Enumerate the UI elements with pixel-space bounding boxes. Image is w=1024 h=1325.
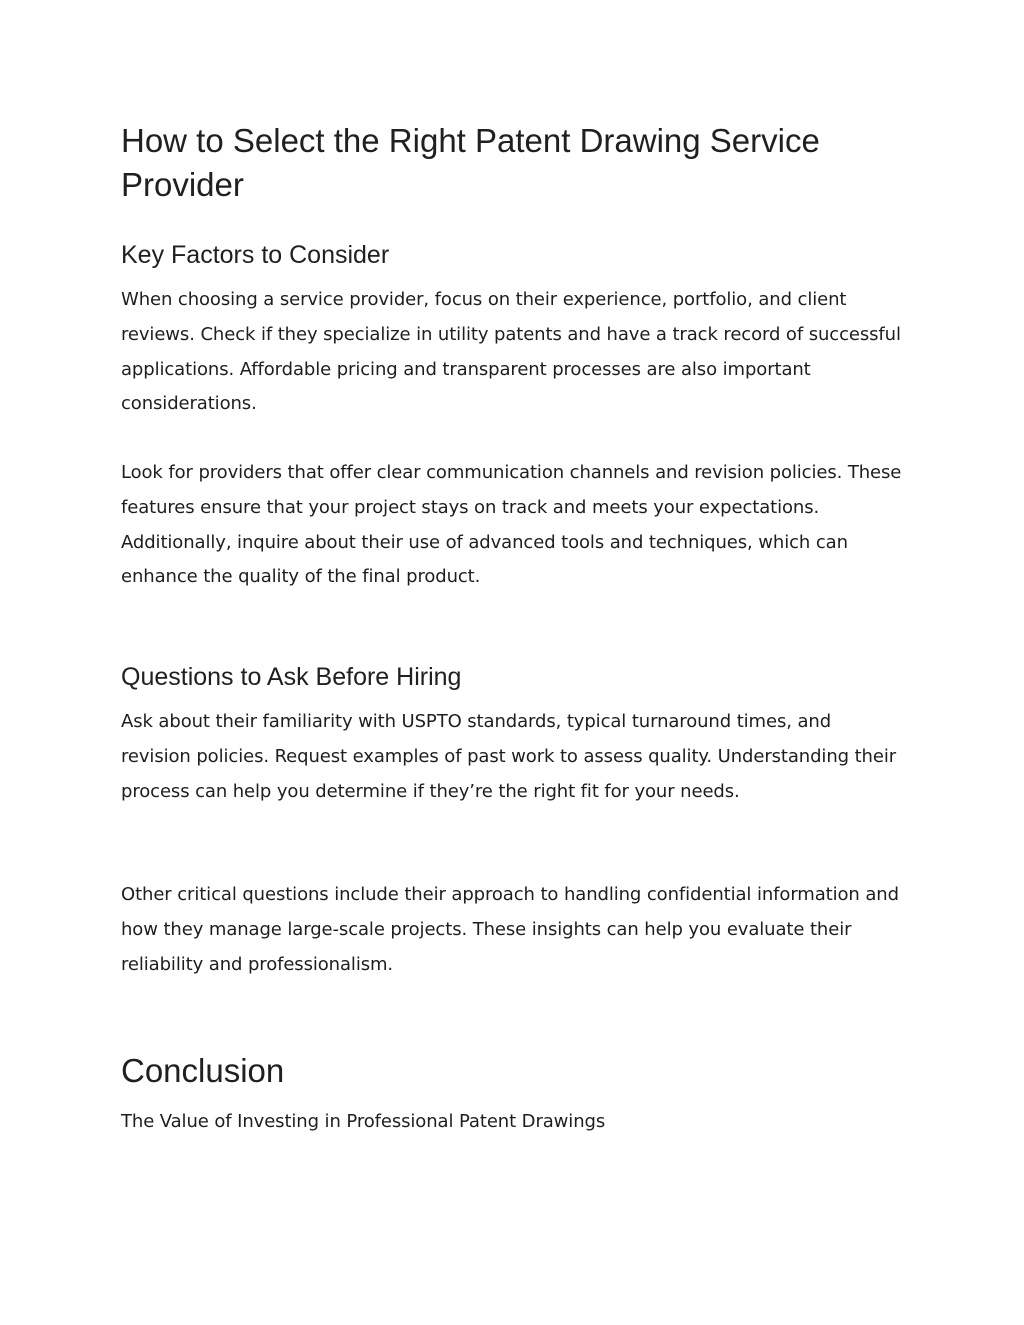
questions-paragraph-1: Ask about their familiarity with USPTO standards, typical turnaround times, and revision policies. Request examples of past work to assess quality. Understanding their process can help you determine if they’re the right fit for your needs. [121,711,897,802]
key-factors-paragraph-2: Look for providers that offer clear communication channels and revision policies. These features ensure that your project stays on track and meets your expectations. Additionally, inquire about their use of advanced tools and techniques, which can enhance the quality of the final product. [121,462,902,588]
conclusion-heading: Conclusion [121,1052,285,1089]
section-heading-key-factors: Key Factors to Consider [121,241,390,269]
document-title: How to Select the Right Patent Drawing Service Provider [121,122,820,203]
section-heading-questions: Questions to Ask Before Hiring [121,663,462,691]
key-factors-paragraph-1: When choosing a service provider, focus on their experience, portfolio, and client reviews. Check if they specialize in utility patents and have a track record of successful applications. Affordable pricing and transparent processes are also important considerations. [121,289,901,415]
conclusion-subtitle: The Value of Investing in Professional Patent Drawings [121,1111,606,1132]
questions-paragraph-2: Other critical questions include their approach to handling confidential information and how they manage large-scale projects. These insights can help you evaluate their reliability and professionalism. [121,884,899,975]
